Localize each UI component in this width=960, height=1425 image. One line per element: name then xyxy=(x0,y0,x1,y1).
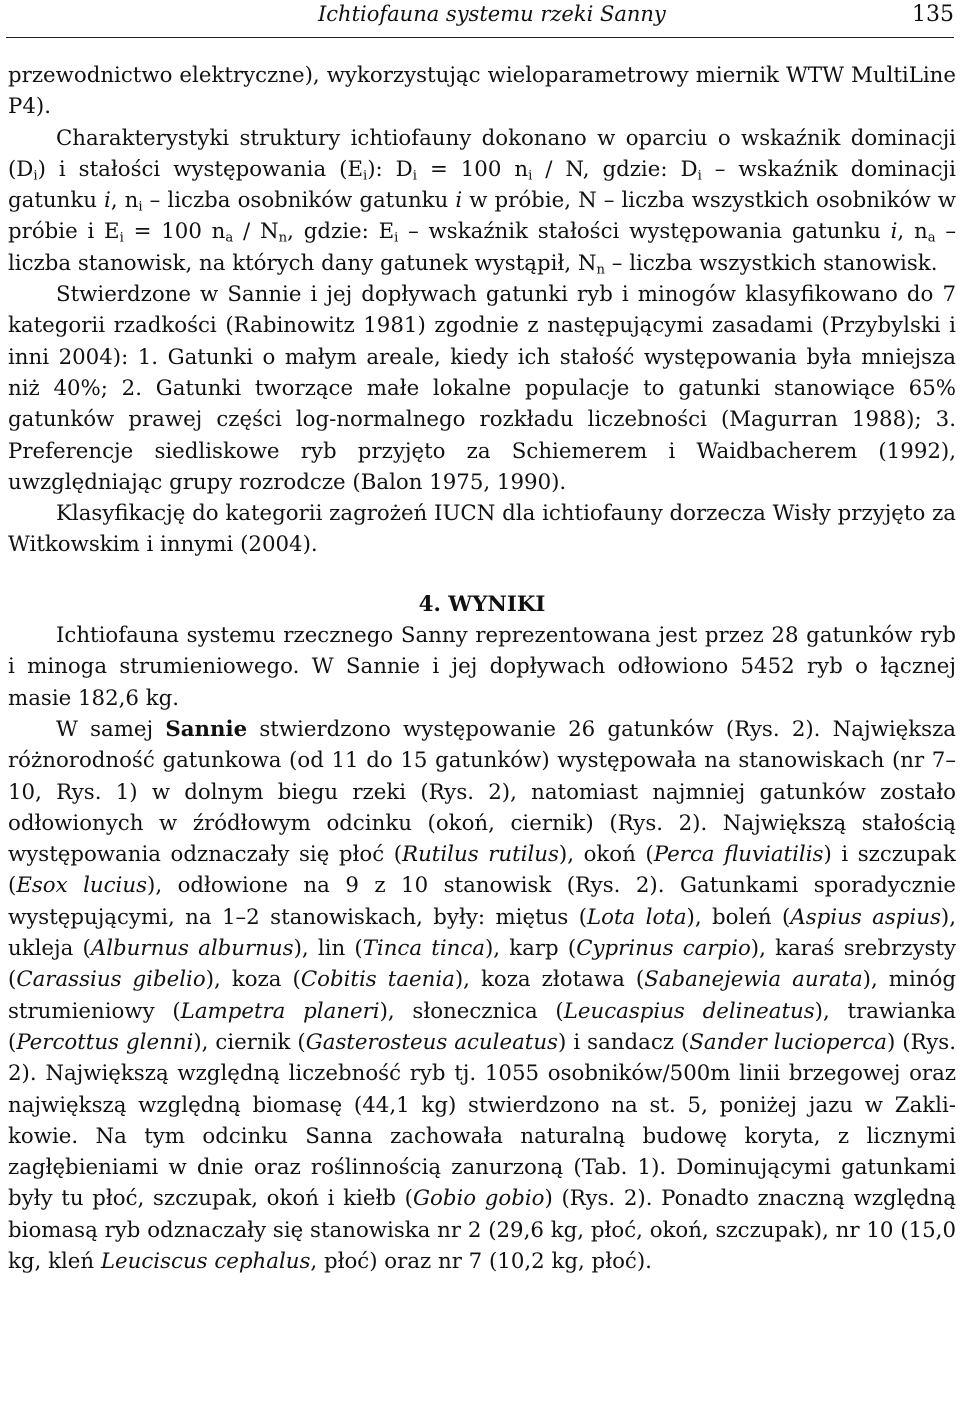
header-rule xyxy=(6,37,954,38)
running-title: Ichtiofauna systemu rzeki Sanny xyxy=(318,2,666,26)
page-body xyxy=(8,60,956,1277)
methods-paragraph-1: przewodnictwo elektryczne), wykorzystując wieloparametrowy miernik WTW MultiLine P4). xyxy=(8,63,956,120)
page-number: 135 xyxy=(912,2,954,27)
section-heading-results: 4. WYNIKI xyxy=(418,591,546,617)
methods-paragraph-2: Charakterystyki struktury ichtiofauny dokonano w oparciu o wskaźnik dominacji $(D_i)$ i stałości występowania $(E_i)$: $D_i = 100$ $n_i$ / N, gdzie: $D_i$ – wskaźnik dominacji gatunku i, $n_i$ – liczba osobników gatunku i w próbie, N – liczba wszystkich osobników w próbie i $E_i = 100$ $n_a / N_n$, gdzie: $E_i$ – wskaźnik stałości występowania gatunku i, $n_a$ – liczba stanowisk, na których dany gatunek wystąpił, $N_n$ – liczba wszystkich stanowisk. xyxy=(8,125,956,278)
methods-paragraph-3: Stwierdzone w Sannie i jej dopływach gatunki ryb i minogów klasyfikowano do 7 kategorii rzadkości (Rabinowitz 1981) zgodnie z następującymi zasadami (Przybylski i inni 2004): 1. Gatunki o małym areale, kiedy ich stałość występowania była mniejsza niż 40%; 2. Gatunki tworzące małe lokalne populacje to gatunki stanowiące 65% gatunków prawej części log-normalnego rozkładu liczebności (Magurran 1988); 3. Preferencje siedliskowe ryb przyjęto za Schiemerem i Waidbacherem (1992), uwzględniając grupy rozrodcze (Balon 1975, 1990). xyxy=(8,282,956,495)
page-header xyxy=(0,0,960,38)
results-paragraph-1: Ichtiofauna systemu rzecznego Sanny reprezentowana jest przez 28 gatunków ryb i minoga strumieniowego. W Sannie i jej dopływach odłowiono 5452 ryb o łącznej masie 182,6 kg. xyxy=(8,623,956,711)
methods-paragraph-4: Klasyfikację do kategorii zagrożeń IUCN dla ichtiofauny dorzecza Wisły przyjęto za Witkowskim i innymi (2004). xyxy=(8,501,956,558)
results-paragraph-2: W samej Sannie stwierdzono występowanie 26 gatunków (Rys. 2). Największa różnorodność gatunkowa (od 11 do 15 gatunków) występowała na stanowiskach (nr 7–10, Rys. 1) w dolnym biegu rzeki (Rys. 2), natomiast najmniej gatunków zostało odłowionych w źródłowym odcinku (okoń, ciernik) (Rys. 2). Największą stałością występowania odznaczały się płoć (Rutilus rutilus), okoń (Perca fluviatilis) i szczupak (Esox lucius), odłowione na 9 z 10 stanowisk (Rys. 2). Gatunkami sporadycznie występującymi, na 1–2 stanowiskach, były: miętus (Lota lota), boleń (Aspius aspius), ukleja (Alburnus alburnus), lin (Tinca tinca), karp (Cyprinus carpio), karaś srebrzysty (Carassius gibelio), koza (Cobitis taenia), koza złotawa (Sabanejewia aurata), minóg strumieniowy (Lampetra planeri), słonecznica (Leucaspius delineatus), trawianka (Percottus glenni), ciernik (Gasterosteus aculeatus) i sandacz (Sander lucioperca) (Rys. 2). Największą względną liczebność ryb tj. 1055 osobników/500m linii brzegowej oraz największą względną biomasę (44,1 kg) stwierdzono na st. 5, poniżej jazu w Zaklikowie. Na tym odcinku Sanna zachowała naturalną budowę koryta, z licznymi zagłębieniami w dnie oraz roślinnością zanurzoną (Tab. 1). Dominującymi gatunkami były tu płoć, szczupak, okoń i kiełb (Gobio gobio) (Rys. 2). Ponadto znaczną względną biomasą ryb odznaczały się stanowiska nr 2 (29,6 kg, płoć, okoń, szczupak), nr 10 (15,0 kg, kleń Leuciscus cephalus, płoć) oraz nr 7 (10,2 kg, płoć). xyxy=(8,716,957,1274)
